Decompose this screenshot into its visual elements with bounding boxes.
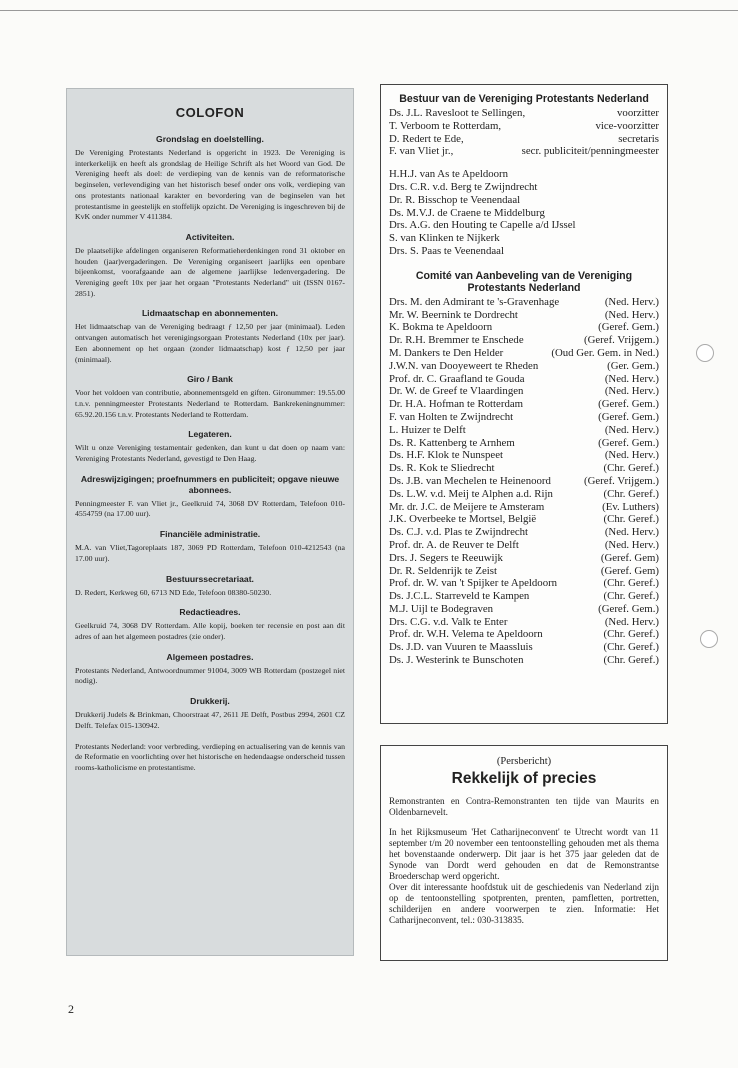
- committee-member-name: Ds. J. Westerink te Bunschoten: [389, 654, 524, 667]
- committee-member-row: [389, 398, 659, 411]
- board-member: S. van Klinken te Nijkerk: [389, 232, 500, 245]
- board-member: Drs. A.G. den Houting te Capelle a/d IJssel: [389, 219, 576, 232]
- colofon-section-heading: Drukkerij.: [190, 696, 230, 707]
- committee-member-name: Ds. J.C.L. Starreveld te Kampen: [389, 590, 530, 603]
- press-paragraph-2: In het Rijksmuseum 'Het Catharijneconvent' te Utrecht wordt van 11 september t/m 20 november een tentoonstelling gehouden met als thema het bovenstaande onderwerp. Dit jaar is het 375 jaar geleden dat de Synode van Dordt werd gehouden en dat de Remonstrantse Broederschap werd opgericht.: [389, 827, 659, 881]
- committee-member-church: (Geref. Gem): [600, 564, 659, 577]
- committee-member-church: (Geref. Gem.): [598, 321, 659, 334]
- committee-member-church: (Chr. Geref.): [603, 487, 659, 500]
- committee-member-row: [389, 628, 659, 641]
- board-member: Drs. C.R. v.d. Berg te Zwijndrecht: [389, 180, 538, 193]
- committee-member-name: Ds. J.D. van Vuuren te Maassluis: [389, 641, 533, 654]
- board-officer-row: [389, 120, 659, 133]
- committee-member-church: (Chr. Geref.): [603, 577, 659, 590]
- committee-member-row: [389, 552, 659, 565]
- punch-hole: [696, 344, 714, 362]
- committee-member-name: Ds. C.J. v.d. Plas te Zwijndrecht: [389, 526, 529, 539]
- colofon-section-heading: Activiteiten.: [185, 231, 235, 242]
- committee-member-row: [389, 462, 659, 475]
- committee-member-name: Prof. dr. C. Graafland te Gouda: [389, 372, 525, 385]
- committee-member-row: [389, 526, 659, 539]
- committee-member-row: [389, 488, 659, 501]
- committee-member-row: [389, 373, 659, 386]
- committee-member-church: (Geref. Gem.): [598, 602, 659, 615]
- colofon-section-body: Wilt u onze Vereniging testamentair gedenken, dan kunt u dat doen op naam van: Vereniging Protestants Nederland, gevestigd te Den Haag.: [75, 443, 345, 464]
- committee-member-row: [389, 296, 659, 309]
- colofon-section-body: Protestants Nederland, Antwoordnummer 91004, 3009 WB Rotterdam (postzegel niet nodig).: [75, 665, 345, 686]
- committee-member-row: [389, 590, 659, 603]
- board-member: Dr. R. Bisschop te Veenendaal: [389, 193, 521, 206]
- page-number: 2: [68, 1002, 74, 1016]
- committee-member-name: Dr. W. de Greef te Vlaardingen: [389, 385, 524, 398]
- committee-member-church: (Ger. Gem.): [607, 359, 659, 372]
- colofon-section-body: Penningmeester F. van Vliet jr., Geelkruid 74, 3068 DV Rotterdam, Telefoon 010-4554759 (na 17.00 uur).: [75, 498, 345, 519]
- colofon-section-heading: Lidmaatschap en abonnementen.: [141, 308, 279, 319]
- committee-member-row: [389, 641, 659, 654]
- committee-member-church: (Ned. Herv.): [604, 295, 659, 308]
- officer-role: voorzitter: [617, 107, 659, 119]
- board-officer-row: [389, 145, 659, 158]
- committee-member-row: [389, 475, 659, 488]
- committee-member-church: (Chr. Geref.): [603, 654, 659, 667]
- committee-member-row: [389, 565, 659, 578]
- colofon-section-body: Voor het voldoen van contributie, abonnementsgeld en giften. Gironummer: 19.55.00 t.n.v. penningmeester Protestants Nederland te Rotterdam. Bankrekeningnummer: 65.92.20.156 t.n.v. Protestants Nederland te Rotterdam.: [75, 388, 345, 419]
- committee-member-name: Drs. J. Segers te Reeuwijk: [389, 551, 503, 564]
- committee-member-row: [389, 424, 659, 437]
- committee-member-name: Drs. C.G. v.d. Valk te Enter: [389, 615, 508, 628]
- committee-member-name: Ds. H.F. Klok te Nunspeet: [389, 449, 503, 462]
- press-release-title: Rekkelijk of precies: [451, 770, 597, 787]
- committee-member-name: K. Bokma te Apeldoorn: [389, 321, 493, 334]
- colofon-section-heading: Legateren.: [188, 429, 232, 440]
- committee-member-church: (Chr. Geref.): [603, 590, 659, 603]
- committee-member-row: [389, 385, 659, 398]
- officer-name: F. van Vliet jr.,: [389, 145, 454, 158]
- colofon-section-body: D. Redert, Kerkweg 60, 6713 ND Ede, Telefoon 08380-50230.: [75, 587, 272, 597]
- press-paragraph-1: Remonstranten en Contra-Remonstranten ten tijde van Maurits en Oldenbarnevelt.: [389, 796, 659, 817]
- committee-member-name: L. Huizer te Delft: [389, 423, 466, 436]
- press-release-box: [380, 745, 668, 961]
- board-member: Drs. S. Paas te Veenendaal: [389, 244, 504, 257]
- committee-member-church: (Geref. Gem.): [598, 410, 659, 423]
- top-rule: [0, 10, 738, 11]
- committee-member-church: (Geref. Vrijgem.): [584, 474, 659, 487]
- punch-hole: [700, 630, 718, 648]
- committee-member-row: [389, 321, 659, 334]
- board-members: [389, 168, 659, 258]
- officer-role: secr. publiciteit/penningmeester: [521, 145, 659, 158]
- committee-member-name: Prof. dr. A. de Reuver te Delft: [389, 538, 519, 551]
- committee-member-row: [389, 577, 659, 590]
- colofon-section-body: M.A. van Vliet,Tagoreplaats 187, 3069 PD Rotterdam, Telefoon 010-4212543 (na 17.00 uur).: [75, 543, 345, 563]
- committee-member-church: (Geref. Gem.): [598, 436, 659, 449]
- committee-member-church: (Chr. Geref.): [603, 513, 659, 526]
- committee-member-church: (Ned. Herv.): [604, 449, 659, 462]
- committee-heading: Comité van Aanbeveling van de Vereniging Protestants Nederland: [415, 269, 633, 294]
- colofon-section-heading: Redactieadres.: [179, 607, 241, 618]
- board-officers: [389, 107, 659, 158]
- committee-member-row: [389, 334, 659, 347]
- committee-member-name: Ds. J.B. van Mechelen te Heinenoord: [389, 474, 551, 487]
- committee-member-row: [389, 347, 659, 360]
- committee-member-name: Ds. R. Kattenberg te Arnhem: [389, 436, 515, 449]
- officer-name: Ds. J.L. Ravesloot te Sellingen,: [389, 107, 526, 119]
- committee-member-church: (Chr. Geref.): [603, 641, 659, 654]
- committee-member-name: M.J. Uijl te Bodegraven: [389, 602, 494, 615]
- committee-members: [389, 296, 659, 667]
- committee-member-church: (Chr. Geref.): [603, 462, 659, 475]
- colofon-footer: Protestants Nederland: voor verbreding, verdieping en actualisering van de kennis van de Reformatie en voorlichting over het historische en hedendaagse onderscheid tussen rooms-katholicisme en protestantisme.: [75, 741, 345, 772]
- colofon-sections: [75, 134, 345, 732]
- committee-member-row: [389, 437, 659, 450]
- board-officer-row: [389, 107, 659, 120]
- committee-member-name: J.K. Overbeeke te Mortsel, België: [389, 513, 537, 526]
- committee-member-church: (Ned. Herv.): [604, 423, 659, 436]
- board-officer-row: [389, 133, 659, 146]
- committee-member-name: Prof. dr. W. van 't Spijker te Apeldoorn: [389, 577, 558, 590]
- committee-member-church: (Chr. Geref.): [603, 628, 659, 641]
- board-member: Ds. M.V.J. de Craene te Middelburg: [389, 206, 545, 219]
- committee-member-church: (Ned. Herv.): [604, 385, 659, 398]
- committee-member-row: [389, 616, 659, 629]
- committee-member-name: F. van Holten te Zwijndrecht: [389, 410, 514, 423]
- committee-member-name: Prof. dr. W.H. Velema te Apeldoorn: [389, 628, 543, 641]
- board-box: [380, 84, 668, 724]
- colofon-section-body: Drukkerij Judels & Brinkman, Choorstraat 47, 2611 JE Delft, Postbus 2994, 2601 CZ Delft. Telefax 015-130942.: [75, 710, 345, 730]
- committee-member-row: [389, 539, 659, 552]
- committee-member-name: Mr. dr. J.C. de Meijere te Amsteram: [389, 500, 545, 513]
- committee-member-name: Dr. R.H. Bremmer te Enschede: [389, 334, 524, 347]
- committee-member-church: (Geref. Gem.): [598, 398, 659, 411]
- colofon-title: COLOFON: [175, 105, 245, 120]
- colofon-section-heading: Bestuurssecretariaat.: [166, 573, 254, 584]
- committee-member-church: (Ned. Herv.): [604, 526, 659, 539]
- colofon-section-heading: Adreswijzigingen; proefnummers en publiciteit; opgave nieuwe abonnees.: [80, 473, 340, 495]
- committee-member-church: (Ned. Herv.): [604, 615, 659, 628]
- committee-member-row: [389, 603, 659, 616]
- colofon-section-body: Het lidmaatschap van de Vereniging bedraagt ƒ 12,50 per jaar (minimaal). Leden ontvangen automatisch het verenigingsorgaan Protestants Nederland (10x per jaar). Een abonnement op het orgaan (zonder lidmaatschap) kost ƒ 12,50 per jaar (minimaal).: [75, 322, 345, 364]
- committee-member-church: (Ned. Herv.): [604, 538, 659, 551]
- officer-name: D. Redert te Ede,: [389, 132, 464, 145]
- officer-role: secretaris: [618, 132, 659, 145]
- committee-member-row: [389, 449, 659, 462]
- committee-member-name: Drs. M. den Admirant te 's-Gravenhage: [389, 295, 560, 308]
- officer-name: T. Verboom te Rotterdam,: [389, 119, 502, 132]
- committee-member-church: (Ev. Luthers): [602, 500, 659, 513]
- colofon-section-heading: Grondslag en doelstelling.: [156, 134, 264, 144]
- officer-role: vice-voorzitter: [595, 119, 659, 132]
- committee-member-name: Dr. H.A. Hofman te Rotterdam: [389, 398, 524, 411]
- committee-member-church: (Ned. Herv.): [604, 372, 659, 385]
- committee-member-church: (Ned. Herv.): [604, 308, 659, 321]
- press-paragraph-3: Over dit interessante hoofdstuk uit de geschiedenis van Nederland zijn op de tentoonstelling spotprenten, prenten, pamfletten, portretten, schilderijen en andere voorwerpen te zien. Informatie: Het Catharijneconvent, tel.: 030-313835.: [389, 882, 659, 925]
- colofon-section-heading: Giro / Bank: [187, 374, 233, 385]
- committee-member-row: [389, 513, 659, 526]
- committee-member-church: (Oud Ger. Gem. in Ned.): [551, 346, 659, 359]
- committee-member-name: Ds. L.W. v.d. Meij te Alphen a.d. Rijn: [389, 487, 553, 500]
- committee-member-church: (Geref. Gem): [600, 551, 659, 564]
- colofon-section-body: Geelkruid 74, 3068 DV Rotterdam. Alle kopij, boeken ter recensie en post aan dit adres of aan het algemeen postadres (zie onder).: [75, 621, 345, 641]
- board-member: H.H.J. van As te Apeldoorn: [389, 168, 509, 181]
- colofon-section-heading: Financiële administratie.: [159, 529, 261, 540]
- colofon-section-body: De plaatselijke afdelingen organiseren Reformatieherdenkingen rond 31 oktober en houden (jaar)vergaderingen. De Vereniging organiseert jaarlijks een openbare bijeenkomst, voorafgaande aan de algemene jaarlijkse ledenvergadering. De Vereniging geeft 10x per jaar het orgaan "Protestants Nederland" uit (ISSN 0167-2851).: [75, 245, 345, 298]
- board-heading: Bestuur van de Vereniging Protestants Nederland: [399, 93, 649, 105]
- committee-member-row: [389, 501, 659, 514]
- committee-member-row: [389, 654, 659, 667]
- colofon-box: [66, 88, 354, 956]
- committee-member-row: [389, 411, 659, 424]
- committee-member-name: Mr. W. Beernink te Dordrecht: [389, 308, 518, 321]
- press-release-label: (Persbericht): [496, 756, 552, 767]
- committee-member-name: M. Dankers te Den Helder: [389, 346, 504, 359]
- colofon-section-heading: Algemeen postadres.: [166, 651, 254, 662]
- committee-member-church: (Geref. Vrijgem.): [584, 334, 659, 347]
- colofon-section-body: De Vereniging Protestants Nederland is opgericht in 1923. De Vereniging is interkerkelijk en heeft als grondslag de Heilige Schrift als het Woord van God. De Vereniging heeft als doel: de verdieping van de kennis van de reformatorische beginselen, verlevendiging van het historisch besef onder ons volk, verdieping van ons protestants nationaal karakter en bevordering van de beginselen van het protestantisme in geestelijk en stoffelijk opzicht. De Vereniging is ingeschreven bij de KvK onder nummer V 411384.: [75, 148, 345, 222]
- committee-member-name: J.W.N. van Dooyeweert te Rheden: [389, 359, 539, 372]
- committee-member-row: [389, 360, 659, 373]
- committee-member-name: Dr. R. Seldenrijk te Zeist: [389, 564, 497, 577]
- committee-member-row: [389, 309, 659, 322]
- committee-member-name: Ds. R. Kok te Sliedrecht: [389, 462, 495, 475]
